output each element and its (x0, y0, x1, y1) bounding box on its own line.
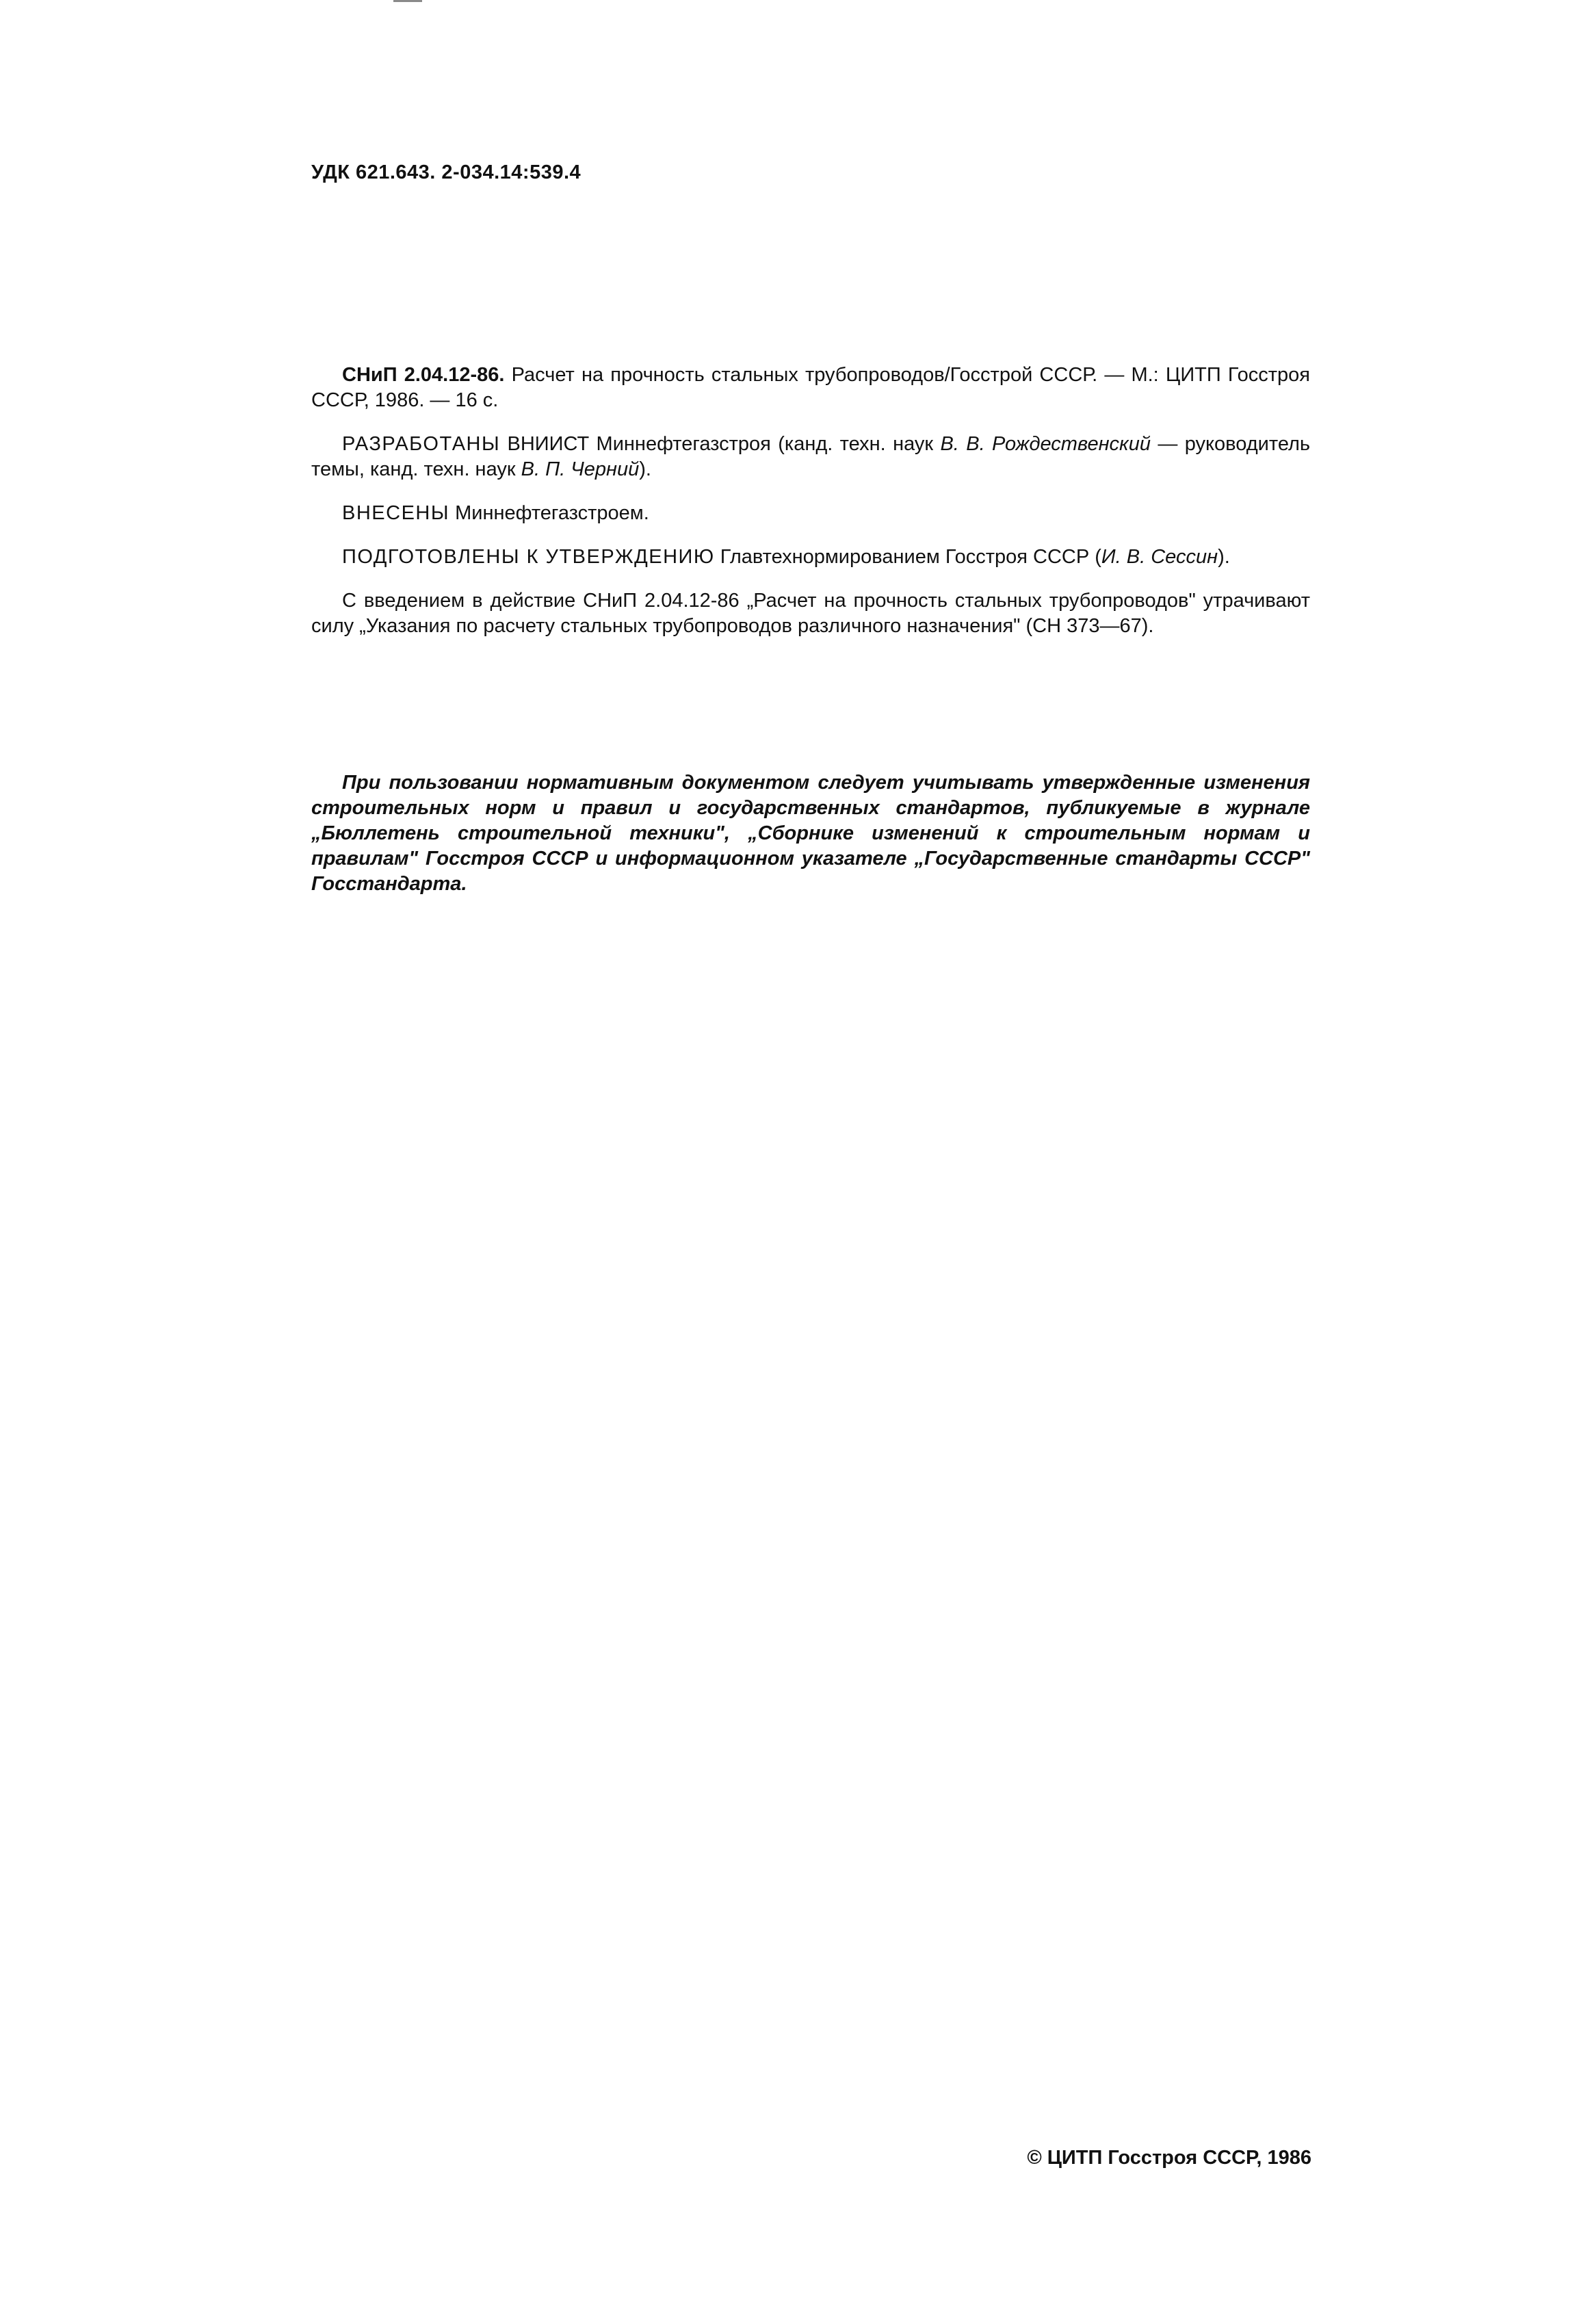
introduced-text: Миннефтегазстроем. (449, 502, 649, 524)
prepared-person: И. В. Сессин (1101, 546, 1218, 568)
developed-text: — руководитель темы, канд. техн. наук (311, 433, 1311, 480)
developed-label: РАЗРАБОТАНЫ (342, 433, 501, 455)
introduced-label: ВНЕСЕНЫ (342, 502, 450, 524)
introduced-by (311, 501, 1310, 526)
page-edge-mark (393, 0, 422, 2)
udc-code: УДК 621.643. 2-034.14:539.4 (311, 161, 582, 183)
imprint-block (311, 363, 1310, 657)
author-name: В. В. Рождественский (940, 433, 1151, 455)
developed-text: ВНИИСТ Миннефтегазстроя (канд. техн. наук (500, 433, 941, 455)
prepared-text: Главтехнормированием Госстроя СССР ( (714, 546, 1101, 568)
bibliographic-text: Расчет на прочность стальных трубопроводов/Госстрой СССР. — М.: ЦИТП Госстроя СССР, 1986. — 16 с. (311, 364, 1311, 411)
prepared-label: ПОДГОТОВЛЕНЫ К УТВЕРЖДЕНИЮ (342, 546, 715, 568)
bibliographic-record (311, 363, 1310, 413)
prepared-for-approval (311, 545, 1310, 570)
usage-note: При пользовании нормативным документом следует учитывать утвержденные изменения строительных норм и правил и государственных стандартов, публикуемые в журнале „Бюллетень строительной техники", „Сборнике изменений к строительным нормам и правилам" Госстроя СССР и информационном указателе „Государственные стандарты СССР" Госстандарта. (311, 772, 1310, 895)
author-name: В. П. Черний (521, 458, 640, 480)
developed-text: ). (639, 458, 651, 480)
developed-by (311, 432, 1310, 482)
prepared-text: ). (1218, 546, 1230, 568)
snip-code: СНиП 2.04.12-86. (342, 364, 505, 386)
copyright-line: © ЦИТП Госстроя СССР, 1986 (1027, 2147, 1311, 2169)
replacement-notice: С введением в действие СНиП 2.04.12-86 „Расчет на прочность стальных трубопроводов" утрачивают силу „Указания по расчету стальных трубопроводов различного назначения" (СН 373—67). (311, 590, 1310, 637)
